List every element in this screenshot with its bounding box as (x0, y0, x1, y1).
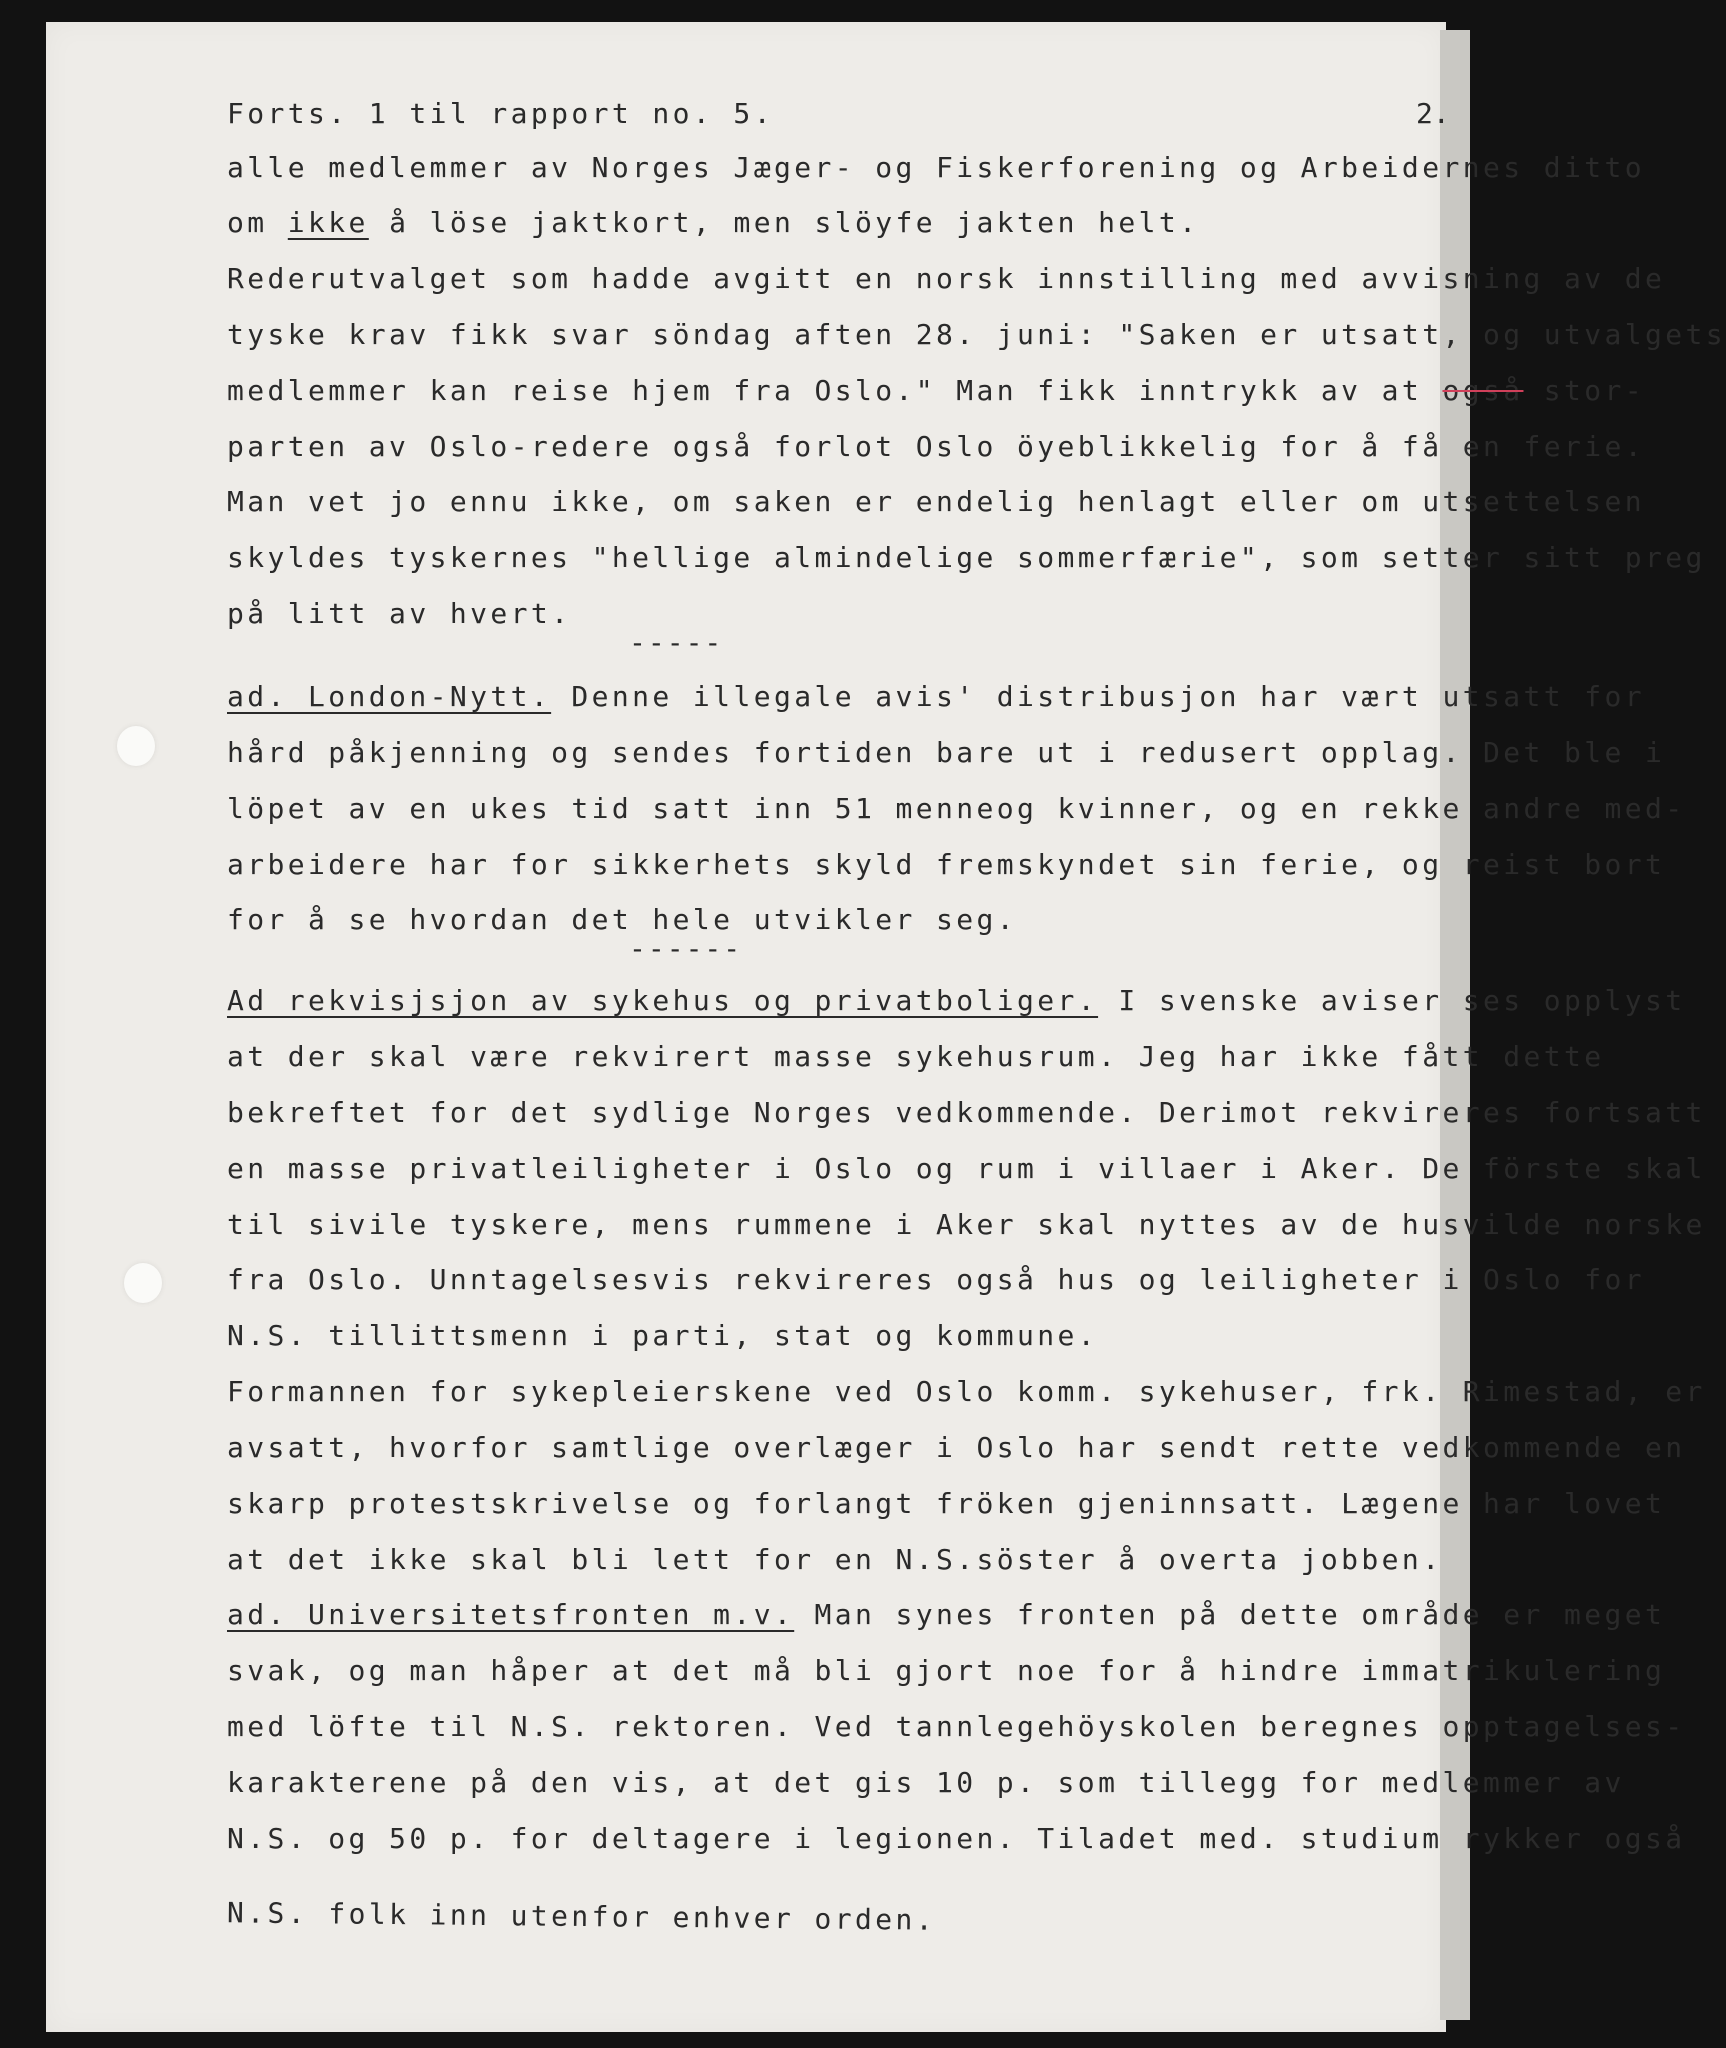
text-segment: I svenske aviser ses opplyst (1098, 984, 1686, 1017)
underlined-heading: ikke (287, 206, 369, 239)
text-line (227, 736, 1665, 769)
punch-hole (117, 726, 155, 766)
text-segment: bekreftet for det sydlige Norges vedkommende. Derimot rekvireres fortsatt (227, 1096, 1706, 1129)
text-segment: karakterene på den vis, at det gis 10 p. som tillegg for medlemmer av (227, 1766, 1625, 1799)
text-line (227, 430, 1645, 463)
text-line (227, 485, 1645, 518)
text-segment: svak, og man håper at det må bli gjort noe for å hindre immatrikulering (227, 1654, 1666, 1687)
text-segment: medlemmer kan reise hjem fra Oslo." Man fikk inntrykk av at (227, 374, 1443, 407)
text-segment: for å se hvordan det hele utvikler seg. (227, 903, 1018, 936)
page-number: 2. (1416, 97, 1450, 130)
text-segment: tyske krav fikk svar söndag aften 28. juni: "Saken er utsatt, og utvalgets (227, 318, 1726, 351)
text-segment: Man synes fronten på dette område er meget (794, 1598, 1666, 1631)
text-line (227, 1319, 1098, 1352)
text-line (227, 848, 1665, 881)
section-separator: ----- (629, 626, 724, 659)
text-line (227, 1431, 1686, 1464)
text-line (227, 1487, 1665, 1520)
text-segment: skyldes tyskernes "hellige almindelige sommerfærie", som setter sitt preg (227, 541, 1706, 574)
text-segment: å löse jaktkort, men slöyfe jakten helt. (368, 206, 1200, 239)
text-segment: alle medlemmer av Norges Jæger- og Fiskerforening og Arbeidernes ditto (227, 151, 1646, 184)
text-segment: parten av Oslo-redere også forlot Oslo öyeblikkelig for å få en ferie. (227, 430, 1646, 463)
text-segment: N.S. tillittsmenn i parti, stat og kommune. (227, 1319, 1099, 1352)
underlined-heading: ad. Universitetsfronten m.v. (227, 1598, 795, 1631)
text-segment: N.S. og 50 p. for deltagere i legionen. Tiladet med. studium rykker også (227, 1822, 1686, 1855)
text-segment: Denne illegale avis' distribusjon har vært utsatt for (551, 680, 1646, 713)
text-line (227, 1040, 1605, 1073)
text-line (227, 1543, 1442, 1576)
text-segment: en masse privatleiligheter i Oslo og rum i villaer i Aker. De förste skal (227, 1152, 1706, 1185)
text-segment: Rederutvalget som hadde avgitt en norsk innstilling med avvisning av de (227, 262, 1666, 295)
underlined-heading: ad. London-Nytt. (227, 680, 552, 713)
underlined-heading: Ad rekvisjsjon av sykehus og privatboliger. (227, 984, 1099, 1017)
section-separator: ------ (629, 932, 743, 965)
text-line (227, 984, 1686, 1017)
text-line (227, 1375, 1706, 1408)
text-segment: hård påkjenning og sendes fortiden bare ut i redusert opplag. Det ble i (227, 736, 1666, 769)
text-segment: med löfte til N.S. rektoren. Ved tannlegehöyskolen beregnes opptagelses- (227, 1710, 1686, 1743)
text-segment: at det ikke skal bli lett for en N.S.söster å overta jobben. (227, 1543, 1443, 1576)
text-line (227, 1152, 1706, 1185)
text-segment: avsatt, hvorfor samtlige overlæger i Oslo har sendt rette vedkommende en (227, 1431, 1686, 1464)
text-line (227, 1598, 1665, 1631)
text-line (227, 1822, 1686, 1855)
text-segment: arbeidere har for sikkerhets skyld fremskyndet sin ferie, og reist bort (227, 848, 1666, 881)
text-line (227, 1766, 1625, 1799)
text-line (227, 597, 571, 630)
text-line (227, 318, 1726, 351)
text-line (227, 903, 1017, 936)
text-line (227, 1096, 1706, 1129)
text-line (227, 792, 1686, 825)
text-line (227, 680, 1645, 713)
text-segment: fra Oslo. Unntagelsesvis rekvireres også hus og leiligheter i Oslo for (227, 1263, 1646, 1296)
text-segment: stor- (1523, 374, 1646, 407)
text-segment: skarp protestskrivelse og forlangt fröken gjeninnsatt. Lægene har lovet (227, 1487, 1666, 1520)
text-line (227, 262, 1665, 295)
text-segment: Formannen for sykepleierskene ved Oslo komm. sykehuser, frk. Rimestad, er (227, 1375, 1706, 1408)
text-line (227, 374, 1645, 407)
text-line (227, 151, 1645, 184)
document-header: Forts. 1 til rapport no. 5. (227, 97, 774, 130)
text-line (227, 1654, 1665, 1687)
text-segment: at der skal være rekvirert masse sykehusrum. Jeg har ikke fått dette (227, 1040, 1605, 1073)
text-line (227, 1208, 1706, 1241)
text-line (227, 541, 1706, 574)
text-line (227, 1263, 1645, 1296)
struck-word: også (1442, 374, 1524, 407)
text-segment: til sivile tyskere, mens rummene i Aker skal nyttes av de husvilde norske (227, 1208, 1706, 1241)
text-segment: Man vet jo ennu ikke, om saken er endelig henlagt eller om utsettelsen (227, 485, 1646, 518)
text-segment: N.S. folk inn utenfor enhver orden. (226, 1896, 937, 1937)
text-segment: löpet av en ukes tid satt inn 51 menneog kvinner, og en rekke andre med- (227, 792, 1686, 825)
text-line (227, 206, 1199, 239)
punch-hole (124, 1263, 162, 1303)
text-line (227, 1710, 1686, 1743)
text-segment: om (227, 206, 288, 239)
text-segment: på litt av hvert. (227, 597, 572, 630)
